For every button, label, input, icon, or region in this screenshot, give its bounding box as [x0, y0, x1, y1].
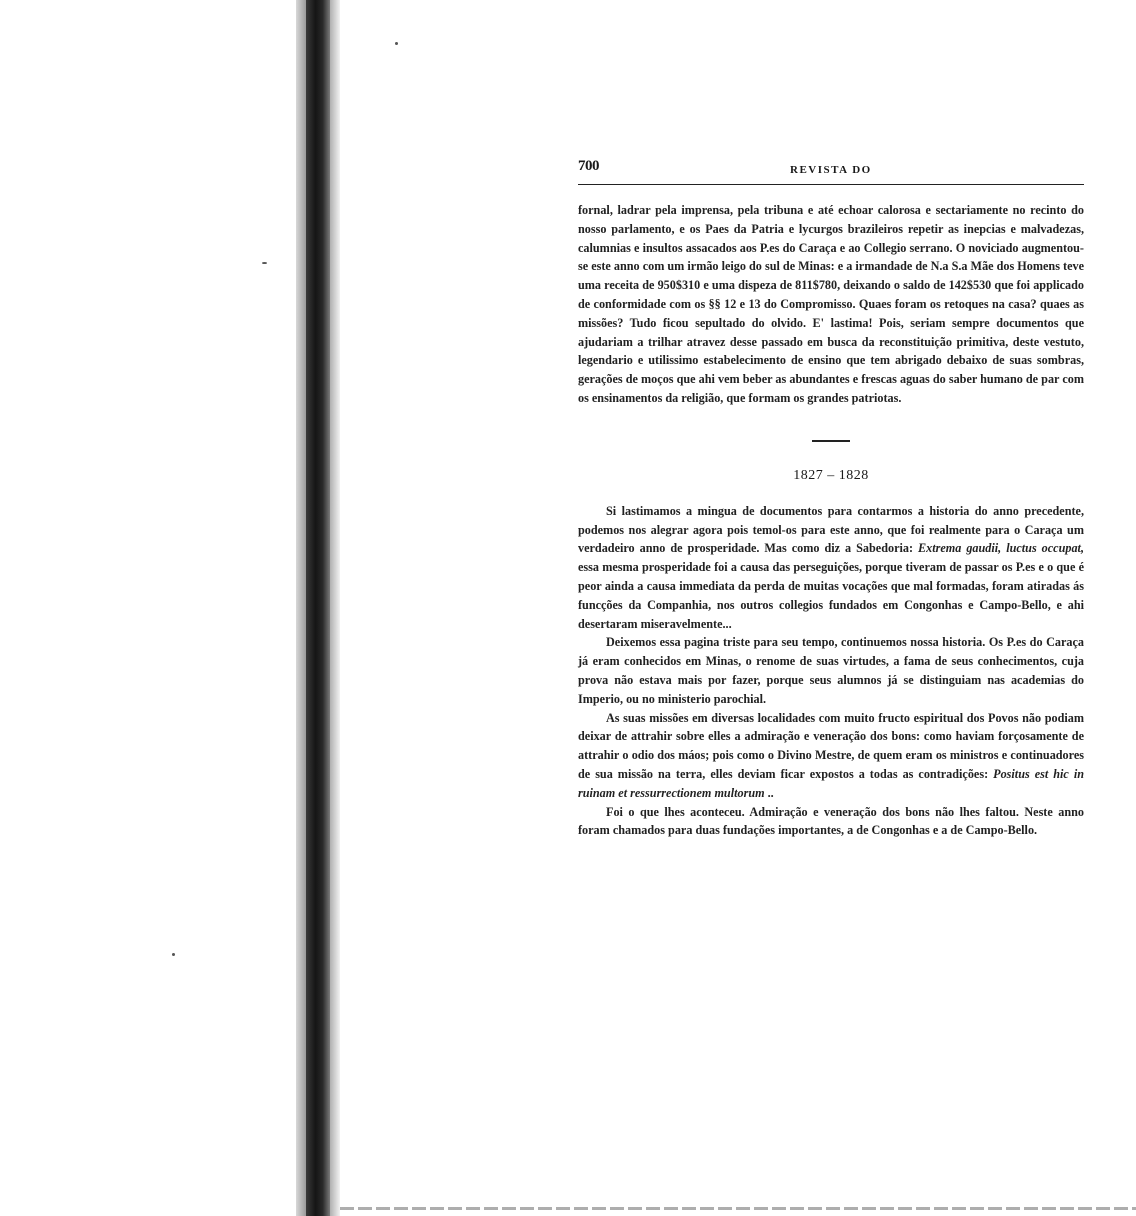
- paragraph-3-latin-quote: Positus est hic in ruinam et ressurrectionem multorum: [578, 766, 1084, 800]
- header-rule: [578, 184, 1084, 185]
- section-separator: [812, 440, 850, 442]
- paper-speck: [262, 262, 267, 264]
- paragraph-1: [578, 502, 1084, 634]
- book-gutter-left-shadow: [296, 0, 306, 1216]
- paper-speck: [172, 953, 175, 956]
- paragraph-3: [578, 709, 1084, 803]
- paragraph-1-text-b: essa mesma prosperidade foi a causa das perseguições, porque tiveram de passar os P.es e o que é peor ainda a causa immediata da perda de muitas vocações que mal formadas, foram atiradas ás funcções da Companhia, nos outros collegios fundados em Congonhas e Campo-Bello, e ahi desertaram miseravelmente...: [578, 560, 1084, 631]
- page-bottom-edge: [340, 1207, 1136, 1210]
- paper-speck: [395, 42, 398, 45]
- page-number: 700: [578, 158, 599, 174]
- paragraph-3-text-a: As suas missões em diversas localidades com muito fructo espiritual dos Povos não podiam deixar de attrahir sobre elles a admiração e veneração dos bons: como haviam forçosamente de attrahir o odio dos máos; pois como o Divino Mestre, de quem eram os ministros e continuadores de sua missão na terra, elles deviam ficar expostos a todas as contradições:: [578, 710, 1084, 781]
- paragraph-1-text-a: Si lastimamos a mingua de documentos para contarmos a historia do anno precedente, podemos nos alegrar agora pois temol-os para este anno, que foi realmente para o Caraça um verdadeiro anno de prosperidade. Mas como diz a Sabedoria:: [578, 503, 1084, 556]
- book-gutter-right-shadow: [330, 0, 340, 1216]
- paragraph-1-latin-quote: Extrema gaudii, luctus occupat,: [918, 541, 1084, 556]
- paragraph-3-text-b: ..: [764, 785, 774, 800]
- book-page: [578, 156, 1084, 840]
- paragraph-2: Deixemos essa pagina triste para seu tempo, continuemos nossa historia. Os P.es do Caraça já eram conhecidos em Minas, o renome de suas virtudes, a fama de seus conhecimentos, cuja prova não estava mais por fazer, porque seus alumnos já se distinguiam nas academias do Imperio, ou no ministerio parochial.: [578, 635, 1084, 706]
- section-heading: 1827 – 1828: [793, 467, 869, 483]
- running-head-title: REVISTA DO: [790, 164, 872, 176]
- running-head: [578, 156, 1084, 182]
- opening-paragraph: fornal, ladrar pela imprensa, pela tribuna e até echoar calorosa e sectariamente no recinto do nosso parlamento, e os Paes da Patria e lycurgos brazileiros repetir as inepcias e malvadezas, calumnias e insultos assacados aos P.es do Caraça e ao Collegio serrano. O noviciado augmentou-se este anno com um irmão leigo do sul de Minas: e a irmandade de N.a S.a Mãe dos Homens teve uma receita de 950$310 e uma dispeza de 811$780, deixando o saldo de 142$530 que foi applicado de conformidade com os §§ 12 e 13 do Compromisso. Quaes foram os retoques na casa? quaes as missões? Tudo ficou sepultado do olvido. E' lastima! Pois, seriam sempre documentos que ajudariam a trilhar atravez desse passado em busca da reconstituição primitiva, deste vestuto, legendario e utilissimo estabelecimento de ensino que tem abrigado debaixo de suas sombras, gerações de moços que ahi vem beber as abundantes e frescas aguas do saber humano de par com os ensinamentos da religião, que formam os grandes patriotas.: [578, 203, 1084, 405]
- paragraph-4: Foi o que lhes aconteceu. Admiração e veneração dos bons não lhes faltou. Neste anno foram chamados para duas fundações importantes, a de Congonhas e a de Campo-Bello.: [578, 804, 1084, 838]
- book-binding-gutter: [306, 0, 330, 1216]
